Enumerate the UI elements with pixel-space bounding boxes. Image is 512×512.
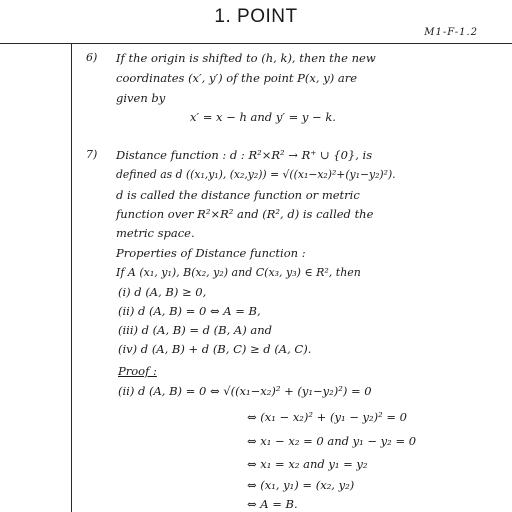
proof-line-5: ⇔ (x₁, y₁) = (x₂, y₂): [247, 478, 355, 492]
item-6-line-1: If the origin is shifted to (h, k), then the new: [116, 51, 376, 65]
item-7-line-5: metric space.: [116, 226, 195, 240]
item-7-line-1: Distance function : d : R²×R² → R⁺ ∪ {0}, is: [116, 148, 373, 162]
item-6-line-3: given by: [116, 91, 166, 105]
header-rule: [0, 34, 512, 44]
proof-line-2: ⇔ (x₁ − x₂)² + (y₁ − y₂)² = 0: [247, 410, 407, 424]
property-2: (ii) d (A, B) = 0 ⇔ A = B,: [118, 304, 261, 318]
item-7-line-4: function over R²×R² and (R², d) is called the: [116, 207, 374, 221]
property-1: (i) d (A, B) ≥ 0,: [118, 285, 207, 299]
item-7-line-2: defined as d ((x₁,y₁), (x₂,y₂)) = √((x₁−x₂)²+(y₁−y₂)²).: [116, 168, 396, 181]
item-6-formula: x′ = x − h and y′ = y − k.: [190, 110, 336, 124]
proof-line-3: ⇔ x₁ − x₂ = 0 and y₁ − y₂ = 0: [247, 434, 417, 448]
property-4: (iv) d (A, B) + d (B, C) ≥ d (A, C).: [118, 342, 312, 356]
properties-heading: Properties of Distance function :: [116, 246, 306, 260]
item-7-line-3: d is called the distance function or metric: [116, 188, 360, 202]
item-6-line-2: coordinates (x′, y′) of the point P(x, y) are: [116, 71, 358, 85]
proof-line-1: (ii) d (A, B) = 0 ⇔ √((x₁−x₂)² + (y₁−y₂)²) = 0: [118, 384, 372, 398]
property-3: (iii) d (A, B) = d (B, A) and: [118, 323, 273, 337]
page-code: M1-F-1.2: [424, 27, 478, 38]
item-6-number: 6): [86, 51, 98, 64]
margin-rule: [71, 44, 72, 512]
page-title: 1. POINT: [214, 6, 298, 27]
proof-line-6: ⇔ A = B.: [247, 497, 298, 511]
proof-line-4: ⇔ x₁ = x₂ and y₁ = y₂: [247, 457, 368, 471]
properties-condition: If A (x₁, y₁), B(x₂, y₂) and C(x₃, y₃) ∈ R², then: [116, 266, 361, 279]
proof-label: Proof :: [118, 364, 157, 378]
item-7-number: 7): [86, 148, 98, 161]
